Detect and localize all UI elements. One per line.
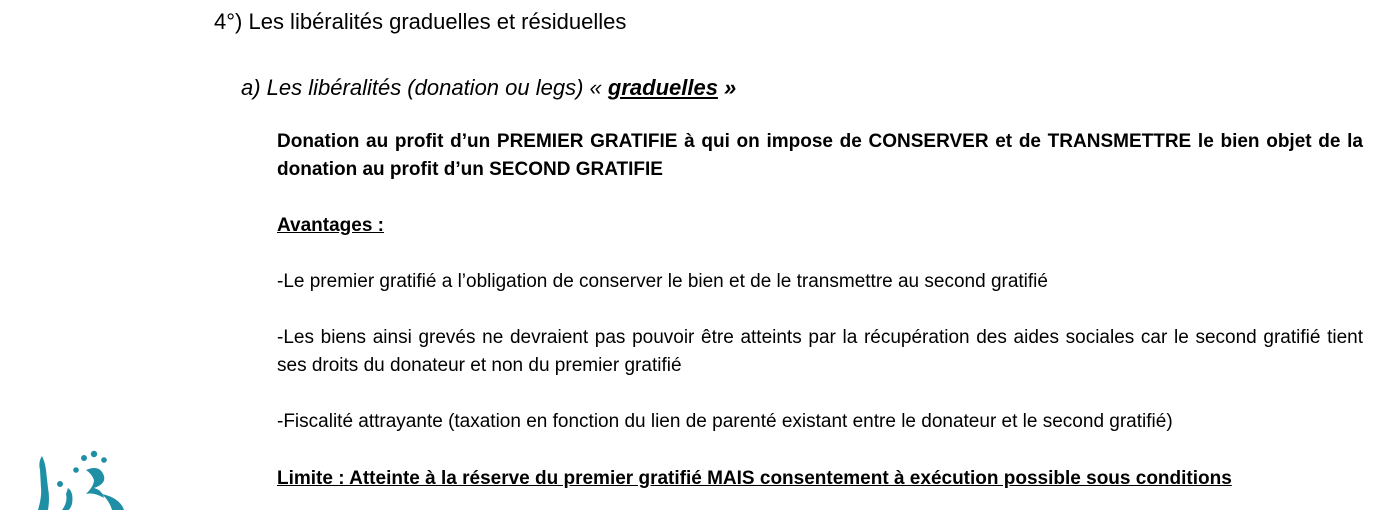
advantages-title: Avantages : [277, 215, 384, 236]
section-heading: 4°) Les libéralités graduelles et résiduelles [214, 9, 627, 34]
definition-text: Donation au profit d’un PREMIER GRATIFIE à qui on impose de CONSERVER et de TRANSMETTRE le bien objet de la donation au profit d’un SECOND GRATIFIE [277, 131, 1363, 180]
subheading-prefix: a) Les libéralités (donation ou legs) « [241, 75, 608, 100]
advantage-item: -Fiscalité attrayante (taxation en fonction du lien de parenté existant entre le donateur et le second gratifié) [277, 411, 1173, 432]
logo-icon [28, 448, 128, 510]
advantage-item: -Les biens ainsi grevés ne devraient pas pouvoir être atteints par la récupération des aides sociales car le second gratifié tient ses droits du donateur et non du premier gratifié [277, 327, 1363, 376]
subheading-keyword: graduelles [607, 75, 718, 100]
subsection-heading [241, 74, 736, 102]
limit-text: Limite : Atteinte à la réserve du premier gratifié MAIS consentement à exécution possible sous conditions [277, 468, 1232, 489]
advantage-item: -Le premier gratifié a l’obligation de conserver le bien et de le transmettre au second gratifié [277, 271, 1048, 292]
subheading-suffix: » [717, 75, 737, 100]
